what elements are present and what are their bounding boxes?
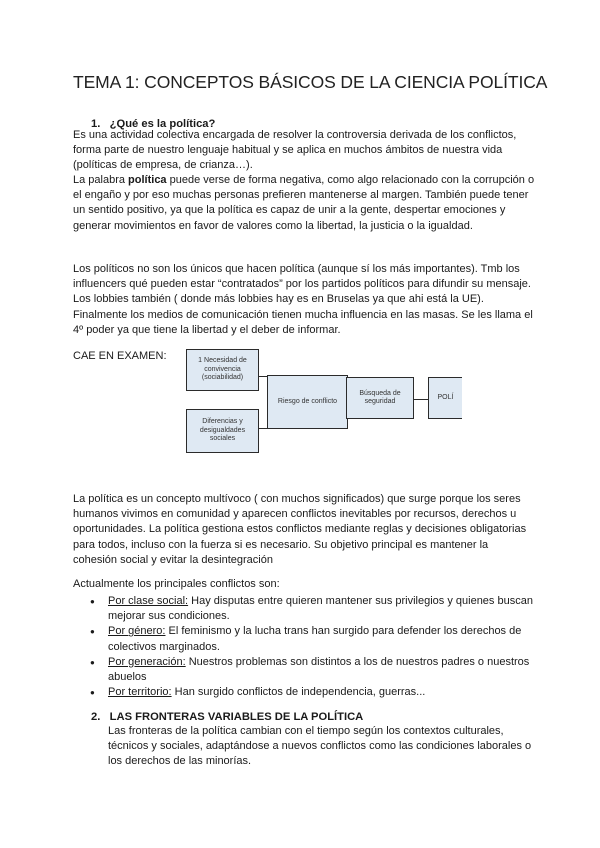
conflict-label: Por territorio: [108,686,172,699]
para2-post: puede verse de forma negativa, como algo relacionado con la corrupción o el engaño y por eso muchas personas prefieren mantenerse al margen. También puede tener un sentido positivo, ya que la política es capaz de unir a la gente, despertar emociones y generar movimientos en favor de valores como la libertad, la justicia o la igualdad. [73,174,535,232]
diagram-connector [259,428,267,429]
section-1-number: 1. [91,118,101,130]
section-2-heading [91,711,363,723]
section-2-title: LAS FRONTERAS VARIABLES DE LA POLÍTICA [109,711,364,723]
paragraph-word-politica [73,173,535,234]
conflict-label: Por género: [108,625,166,638]
list-item [90,624,540,654]
concept-diagram [182,342,462,462]
conflicts-list [90,594,540,700]
diagram-box-conflict-risk: Riesgo de conflicto [267,375,348,429]
paragraph-definition: Es una actividad colectiva encargada de resolver la controversia derivada de los conflictos, forma parte de nuestro lenguaje habitual y se aplica en muchos ámbitos de nuestra vida (políticas de empresa, de crianza…). [73,129,517,172]
diagram-box-politics: POLÍ [428,377,462,419]
diagram-box-sociability: 1 Necesidad de convivencia (sociabilidad) [186,349,259,391]
document-title: TEMA 1: CONCEPTOS BÁSICOS DE LA CIENCIA POLÍTICA [73,72,548,92]
section-2-number: 2. [91,711,101,723]
conflict-label: Por generación: [108,655,186,668]
para2-pre: La palabra [73,174,129,186]
paragraph-multivocal: La política es un concepto multívoco ( con muchos significados) que surge porque los seres humanos vivimos en comunidad y aparecen conflictos inevitables por recursos, derechos u oportunidades. La política gestiona estos conflictos mediante reglas y decisiones obligatorias para todos, incluso con la fuerza si es necesario. Su objetivo principal es mantener la cohesión social y evitar la desintegración [73,493,527,566]
conflict-text: Hay disputas entre quieren mantener sus privilegios y quienes buscan mejorar sus condiciones. [108,595,533,623]
diagram-box-inequalities: Diferencias y desigualdades sociales [186,409,259,453]
conflict-text: Han surgido conflictos de independencia, guerras... [171,686,426,699]
conflict-text: El feminismo y la lucha trans han surgido para defender los derechos de colectivos marginados. [108,625,522,653]
paragraph-politicians: Los políticos no son los únicos que hacen política (aunque sí los más importantes). Tmb los influencers qué pueden estar “contratados” por los partidos políticos para difundir su mensaje. Los lobbies también ( donde más lobbies hay es en Bruselas ya que ahi está la UE). Finalmente los medios de comunicación tienen mucha influencia en las masas. Se les llama el 4º poder ya que tiene la libertad y el deber de informar. [73,263,533,336]
conflict-text: Nuestros problemas son distintos a los de nuestros padres o nuestros abuelos [108,655,530,684]
para2-bold-word: política [128,174,167,186]
paragraph-borders: Las fronteras de la política cambian con el tiempo según los contextos culturales, técnicos y sociales, adaptándose a nuevos conflictos como las condiciones laborales o los derechos de las minorías. [108,725,532,768]
list-item [90,655,540,685]
exam-label: CAE EN EXAMEN: [73,350,167,362]
diagram-connector [259,376,267,377]
conflict-label: Por clase social: [108,595,189,607]
list-item [90,685,540,700]
section-1-title: ¿Qué es la política? [109,118,216,130]
list-item [90,594,540,624]
conflicts-intro: Actualmente los principales conflictos son: [73,578,280,590]
diagram-box-security: Búsqueda de seguridad [346,377,414,419]
